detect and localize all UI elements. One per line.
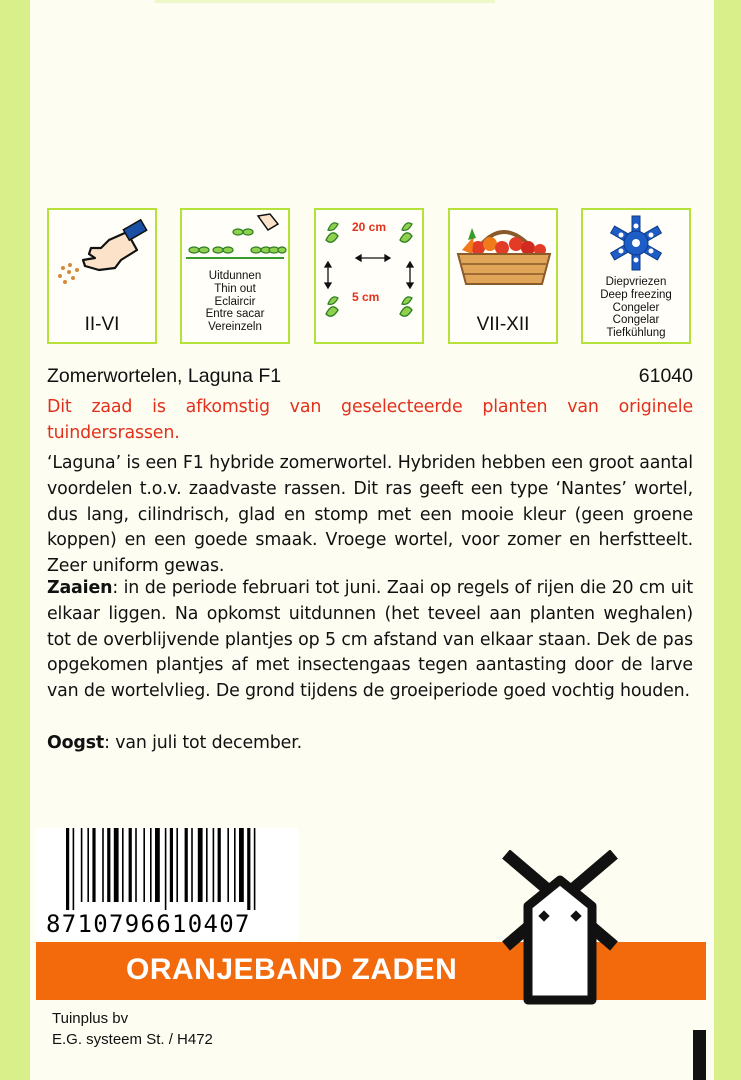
barcode-bar <box>129 828 132 902</box>
row-distance-label: 20 cm <box>352 220 387 234</box>
snowflake-icon <box>583 210 689 276</box>
sowing-text: : in de periode februari tot juni. Zaai op regels of rijen die 20 cm uit elkaar liggen. Na opkomst uitdunnen (het teveel aan planten weghalen) tot de overblijvende plantjes op 5 cm afstand van elkaar staan. Dek de pas opgekomen plantjes af met insectengaas tegen aantasting door de larve van de wortelvlieg. De grond tijdens de groeiperiode goed vochtig houden. <box>47 578 693 702</box>
barcode-bar <box>102 828 104 902</box>
barcode-bar <box>155 828 160 902</box>
barcode-bar <box>254 828 256 910</box>
barcode-bars <box>36 828 298 910</box>
harvest-paragraph <box>47 731 693 757</box>
description-text: ‘Laguna’ is een F1 hybride zomerwortel. Hybriden hebben een groot aantal voordelen t.o.v. zaadvaste rassen. Dit ras geeft een type ‘Nantes’ wortel, dus lang, cilindrisch, glad en stomp met een mooie kleur (geen groene koppen) en een goede smaak. Vroege wortel, voor zomer en herfstteelt. Zeer uniform gewas. <box>47 453 693 577</box>
barcode-number: 8710796610407 <box>46 910 251 938</box>
barcode-bar <box>122 828 124 902</box>
barcode-bar <box>170 828 173 902</box>
freezing-captions <box>583 276 689 340</box>
caption-de: Vereinzeln <box>208 321 262 334</box>
barcode-bar <box>107 828 110 902</box>
harvest-period-box <box>448 208 558 344</box>
freezing-box <box>581 208 691 344</box>
edge-mark <box>693 1030 706 1080</box>
barcode-bar <box>176 828 178 902</box>
caption-de: Tiefkühlung <box>606 327 666 340</box>
barcode-bar <box>73 828 75 910</box>
caption-en: Deep freezing <box>600 288 672 301</box>
company-name: Tuinplus bv <box>52 1010 129 1027</box>
barcode-bar <box>92 828 95 902</box>
barcode-bar <box>206 828 208 902</box>
sowing-label: Zaaien <box>47 578 113 598</box>
brand-name: ORANJEBAND ZADEN <box>126 953 458 986</box>
intro-red-text: Dit zaad is afkomstig van geselecteerde planten van originele tuindersrassen. <box>47 397 693 443</box>
barcode-bar <box>185 828 188 902</box>
sowing-paragraph <box>47 576 693 705</box>
caption-nl: Uitdunnen <box>208 270 262 282</box>
product-code: 61040 <box>638 365 693 387</box>
barcode-bar <box>114 828 119 902</box>
sowing-period-caption: II-VI <box>84 314 120 335</box>
barcode-bar <box>234 828 236 902</box>
top-strip <box>155 0 495 3</box>
barcode-bar <box>227 828 229 902</box>
plant-distance-label: 5 cm <box>352 290 380 304</box>
barcode-bar <box>218 828 221 902</box>
barcode-bar <box>165 828 167 910</box>
harvest-label: Oogst <box>47 733 105 753</box>
thinning-seedlings-icon <box>182 210 288 270</box>
caption-fr: Eclaircir <box>214 295 256 308</box>
barcode-bar <box>247 828 250 910</box>
caption-es: Congelar <box>612 314 660 327</box>
caption-nl: Diepvriezen <box>605 276 667 288</box>
barcode-bar <box>213 828 215 902</box>
barcode-bar <box>66 828 69 910</box>
barcode-bar <box>191 828 193 902</box>
barcode-bar <box>143 828 145 902</box>
sowing-period-box <box>47 208 157 344</box>
barcode-bar <box>81 828 83 902</box>
sowing-hand-icon <box>49 210 155 310</box>
thinning-box <box>180 208 290 344</box>
barcode-bar <box>198 828 203 902</box>
harvest-period-caption: VII-XII <box>476 314 530 335</box>
product-title: Zomerwortelen, Laguna F1 <box>47 365 282 387</box>
thinning-captions <box>182 270 288 334</box>
windmill-logo-icon <box>498 850 628 1010</box>
spacing-box <box>314 208 424 344</box>
product-header <box>47 365 693 388</box>
certification: E.G. systeem St. / H472 <box>52 1031 213 1048</box>
caption-en: Thin out <box>214 282 256 295</box>
vegetable-basket-icon <box>450 210 556 306</box>
harvest-text: : van juli tot december. <box>104 733 303 753</box>
caption-fr: Congeler <box>612 301 660 314</box>
caption-es: Entre sacar <box>205 308 265 321</box>
barcode-bar <box>150 828 152 902</box>
barcode-bar <box>135 828 137 902</box>
barcode-bar <box>87 828 89 902</box>
barcode-bar <box>239 828 244 902</box>
